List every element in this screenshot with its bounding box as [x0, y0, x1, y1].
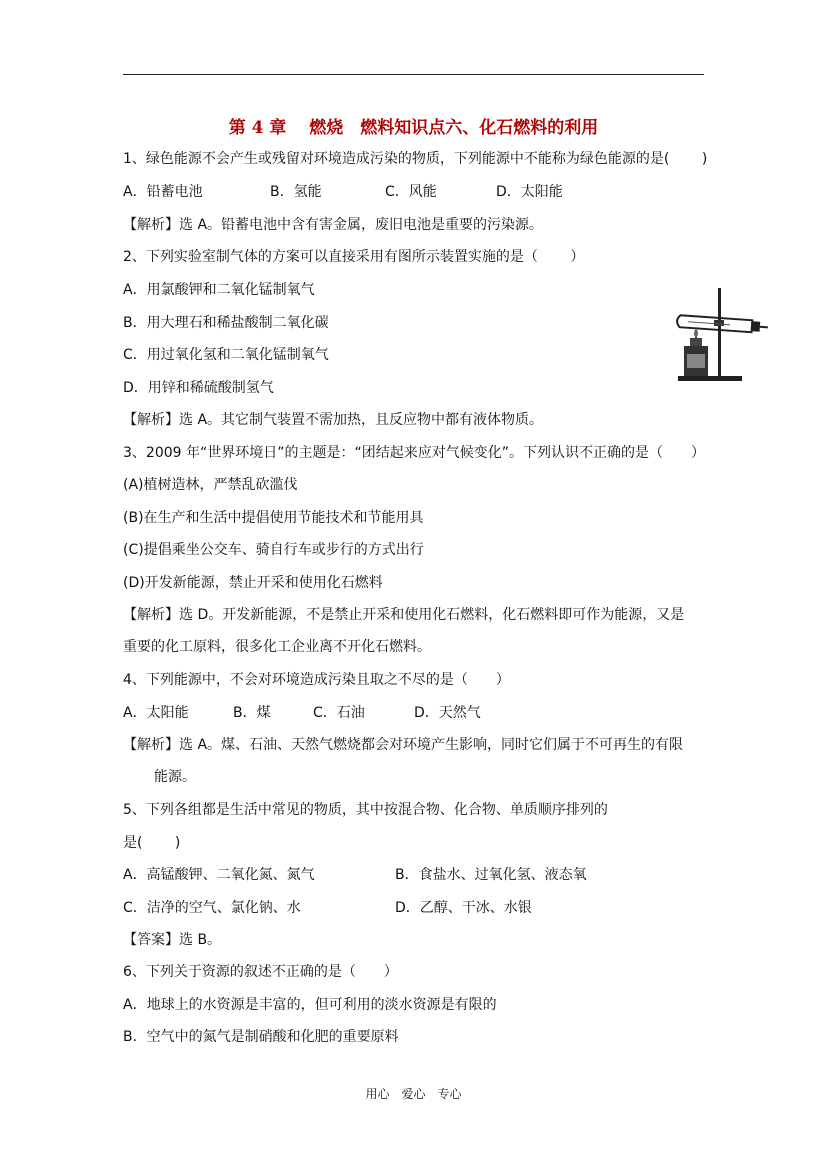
- q2-option-b: B．用大理石和稀盐酸制二氧化碳: [123, 315, 329, 331]
- q1-option-b: B．氢能: [270, 184, 322, 200]
- q5-option-a: A．高锰酸钾、二氧化氮、氮气: [123, 867, 315, 883]
- q4-stem: 4、下列能源中，不会对环境造成污染且取之不尽的是（ ）: [123, 672, 510, 688]
- q5-option-b: B．食盐水、过氧化氢、液态氧: [395, 867, 587, 883]
- q4-option-b: B．煤: [233, 705, 271, 721]
- q3-option-a: (A)植树造林，严禁乱砍滥伐: [123, 477, 298, 493]
- q5-stem-line1: 5、下列各组都是生活中常见的物质，其中按混合物、化合物、单质顺序排列的: [123, 802, 608, 818]
- q4-analysis-line1: 【解析】选 A。煤、石油、天然气燃烧都会对环境产生影响，同时它们属于不可再生的有限: [123, 737, 684, 753]
- q4-analysis-line2: 能源。: [154, 769, 196, 785]
- q5-option-c: C．洁净的空气、氯化钠、水: [123, 900, 301, 916]
- q2-option-c: C．用过氧化氢和二氧化锰制氧气: [123, 347, 329, 363]
- q6-stem: 6、下列关于资源的叙述不正确的是（ ）: [123, 964, 398, 980]
- q3-option-c: (C)提倡乘坐公交车、骑自行车或步行的方式出行: [123, 542, 424, 558]
- q3-analysis-line2: 重要的化工原料，很多化工企业离不开化石燃料。: [123, 639, 431, 655]
- q5-answer: 【答案】选 B。: [123, 932, 222, 948]
- q2-analysis: 【解析】选 A。其它制气装置不需加热，且反应物中都有液体物质。: [123, 412, 544, 428]
- q6-option-b: B．空气中的氮气是制硝酸和化肥的重要原料: [123, 1029, 399, 1045]
- q2-option-a: A．用氯酸钾和二氧化锰制氧气: [123, 282, 315, 298]
- q3-stem: 3、2009 年“世界环境日”的主题是：“团结起来应对气候变化”。下列认识不正确的是（ ）: [123, 445, 705, 461]
- q6-option-a: A．地球上的水资源是丰富的，但可利用的淡水资源是有限的: [123, 997, 497, 1013]
- q4-option-a: A．太阳能: [123, 705, 189, 721]
- q1-option-d: D．太阳能: [496, 184, 563, 200]
- q5-stem-line2: 是( ): [123, 835, 181, 851]
- q1-option-c: C．风能: [385, 184, 437, 200]
- q3-option-b: (B)在生产和生活中提倡使用节能技术和节能用具: [123, 510, 424, 526]
- q1-option-a: A．铅蓄电池: [123, 184, 203, 200]
- q4-option-c: C．石油: [313, 705, 365, 721]
- header-rule: [123, 74, 704, 75]
- q5-option-d: D．乙醇、干冰、水银: [395, 900, 532, 916]
- q2-option-d: D．用锌和稀硫酸制氢气: [123, 380, 274, 396]
- q4-option-d: D．天然气: [414, 705, 481, 721]
- q2-stem: 2、下列实验室制气体的方案可以直接采用有图所示装置实施的是（ ）: [123, 249, 585, 265]
- lab-apparatus-illustration: [670, 284, 770, 384]
- q1-stem: 1、绿色能源不会产生或残留对环境造成污染的物质，下列能源中不能称为绿色能源的是( ): [123, 151, 708, 167]
- page-footer: 用心 爱心 专心: [365, 1087, 462, 1101]
- q3-analysis-line1: 【解析】选 D。开发新能源，不是禁止开采和使用化石燃料，化石燃料即可作为能源，又是: [123, 607, 685, 623]
- q1-analysis: 【解析】选 A。铅蓄电池中含有害金属，废旧电池是重要的污染源。: [123, 217, 544, 233]
- q3-option-d: (D)开发新能源，禁止开采和使用化石燃料: [123, 575, 383, 591]
- page-title: 第 4 章 燃烧 燃料知识点六、化石燃料的利用: [228, 118, 599, 138]
